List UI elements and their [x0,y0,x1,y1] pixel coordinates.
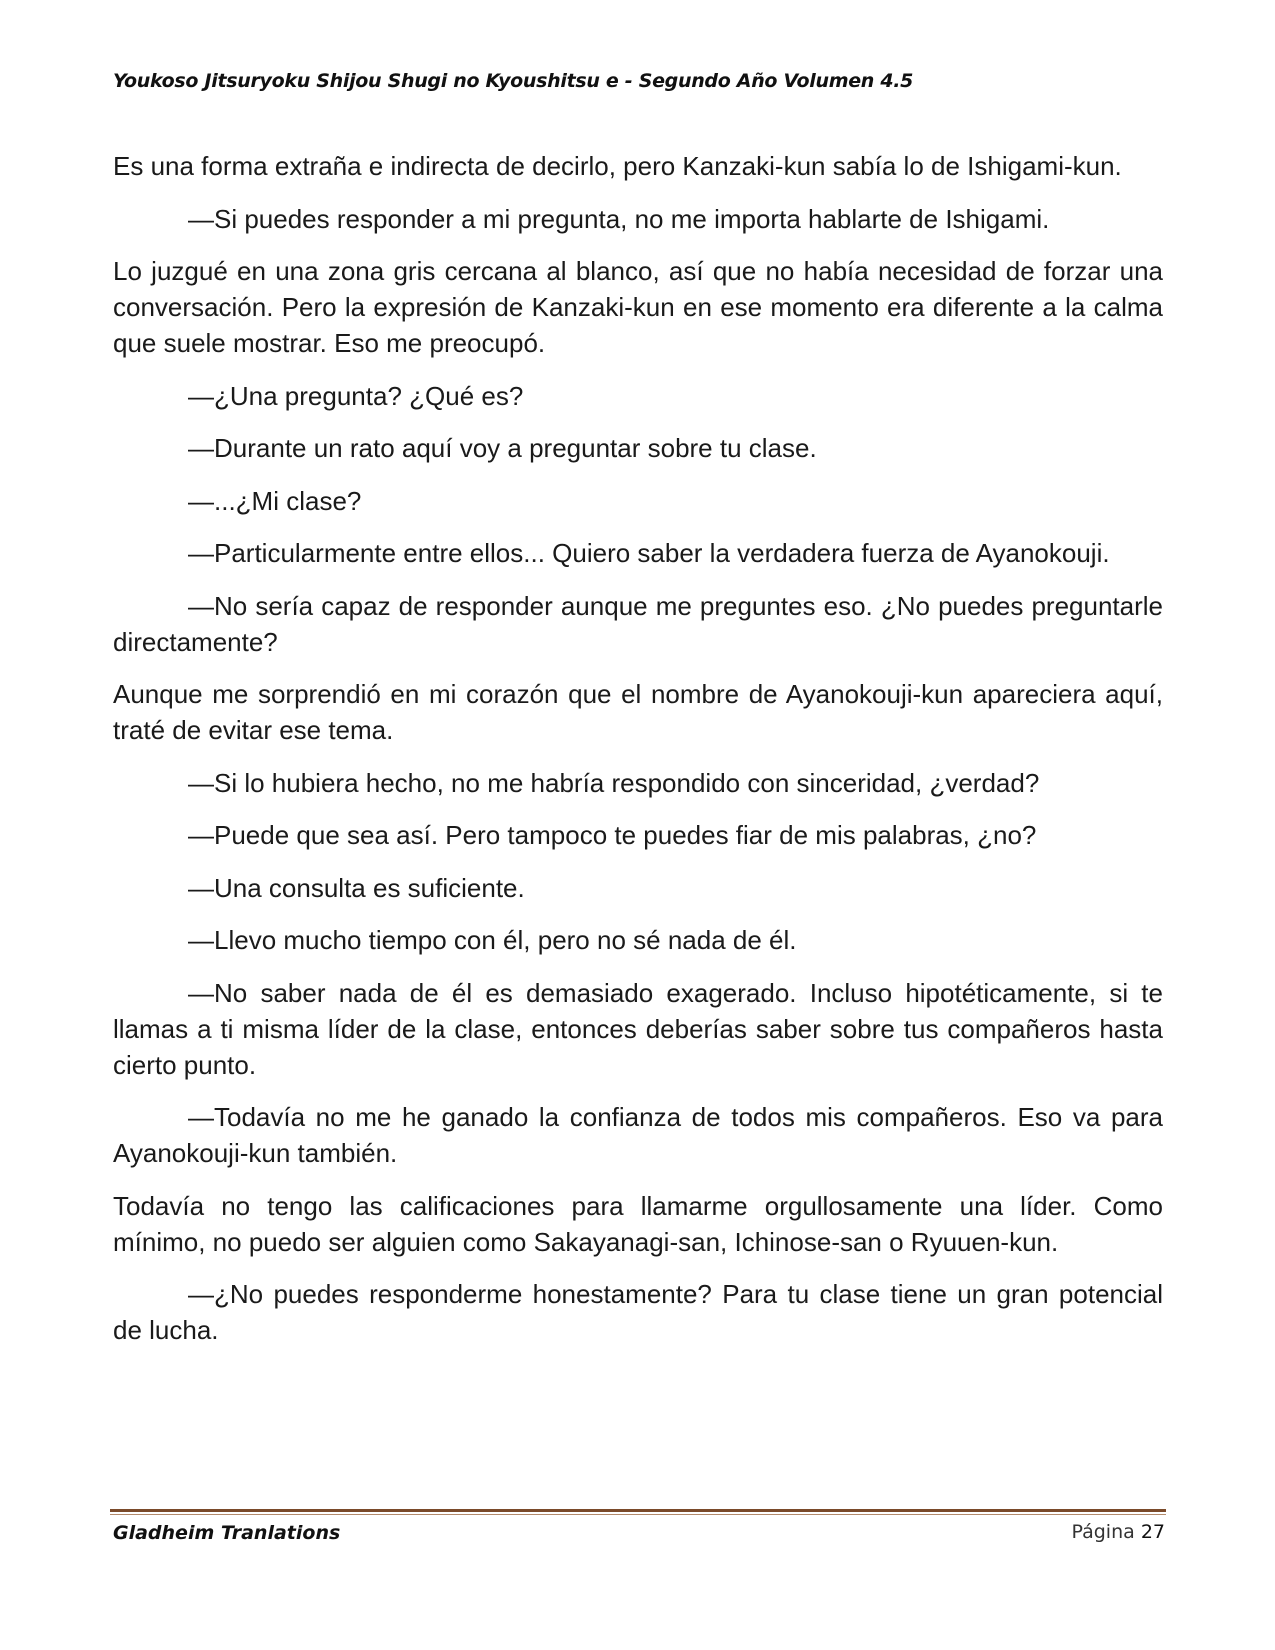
footer-divider-thin [110,1514,1166,1515]
footer-credit: Gladheim Tranlations [113,1522,341,1544]
page-number: 27 [1140,1521,1165,1543]
dialogue-line: —Una consulta es suficiente. [188,872,525,903]
dialogue-line: —Puede que sea así. Pero tampoco te puedes fiar de mis palabras, ¿no? [188,820,1037,850]
paragraph: Aunque me sorprendió en mi corazón que el nombre de Ayanokouji-kun apareciera aquí, traté de evitar ese tema. [113,679,1163,745]
dialogue-line: —...¿Mi clase? [188,485,362,516]
dialogue-line: —Particularmente entre ellos... Quiero saber la verdadera fuerza de Ayanokouji. [188,538,1110,568]
dialogue-line: —Durante un rato aquí voy a preguntar sobre tu clase. [188,433,817,463]
dialogue-line: —¿Una pregunta? ¿Qué es? [188,380,524,411]
footer-divider [110,1509,1166,1512]
dialogue-line: —No sería capaz de responder aunque me preguntes eso. ¿No puedes preguntarle directamente? [113,590,1163,657]
dialogue-line: —Si puedes responder a mi pregunta, no me importa hablarte de Ishigami. [188,203,1050,234]
page-label: Página [1071,1521,1135,1543]
paragraph: Todavía no tengo las calificaciones para llamarme orgullosamente una líder. Como mínimo, no puedo ser alguien como Sakayanagi-san, Ichinose-san o Ryuuen-kun. [113,1190,1163,1257]
dialogue-line: —¿No puedes responderme honestamente? Para tu clase tiene un gran potencial de lucha. [113,1279,1163,1345]
paragraph: Es una forma extraña e indirecta de decirlo, pero Kanzaki-kun sabía lo de Ishigami-kun. [113,151,1122,181]
dialogue-line: —Si lo hubiera hecho, no me habría respondido con sinceridad, ¿verdad? [188,767,1040,798]
paragraph: Lo juzgué en una zona gris cercana al blanco, así que no había necesidad de forzar una conversación. Pero la expresión de Kanzaki-kun en ese momento era diferente a la calma que suele mostrar. Eso me preocupó. [113,256,1163,358]
body-text [113,148,1163,1365]
dialogue-line: —Todavía no me he ganado la confianza de todos mis compañeros. Eso va para Ayanokouji-kun también. [113,1102,1163,1168]
running-header: Youkoso Jitsuryoku Shijou Shugi no Kyoushitsu e - Segundo Año Volumen 4.5 [113,70,914,92]
dialogue-line: —Llevo mucho tiempo con él, pero no sé nada de él. [188,925,797,955]
page-indicator [1071,1521,1165,1543]
dialogue-line: —No saber nada de él es demasiado exagerado. Incluso hipotéticamente, si te llamas a ti misma líder de la clase, entonces deberías saber sobre tus compañeros hasta cierto punto. [113,977,1163,1080]
